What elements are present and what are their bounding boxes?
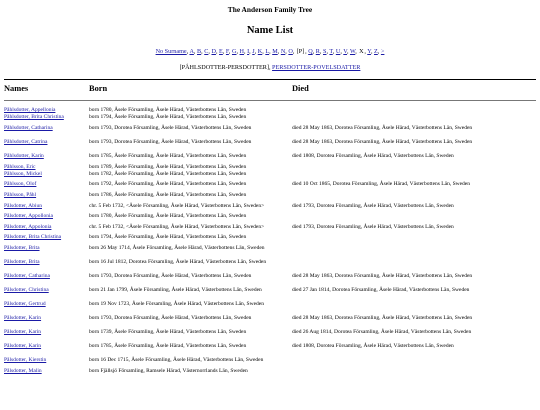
table-row — [4, 255, 536, 269]
table-row — [4, 213, 536, 220]
table-row — [4, 241, 536, 255]
alphabet-link[interactable]: I — [247, 48, 250, 55]
born-cell: born 1780, Åsele Församling, Åsele Härad, Västerbottens Län, Sweden — [89, 107, 247, 114]
alphabet-link[interactable]: Z — [374, 48, 378, 55]
alphabet-link[interactable]: V — [343, 48, 347, 55]
died-column-header: Died — [292, 84, 309, 93]
born-cell: born 1785, Åsele Församling, Åsele Härad, Västerbottens Län, Sweden — [89, 343, 247, 350]
died-cell: died 28 May 1863, Dorotea Församling, Åsele Härad, Västerbottens Län, Sweden — [292, 273, 473, 280]
name-cell — [4, 199, 89, 213]
table-row — [4, 114, 536, 121]
name-cell — [4, 220, 89, 234]
table-row — [4, 149, 536, 163]
born-cell: born 1785, Åsele Församling, Åsele Härad, Västerbottens Län, Sweden — [89, 153, 247, 160]
name-cell — [4, 255, 89, 269]
born-cell: born 1793, Dorotea Församling, Åsele Härad, Västerbottens Län, Sweden — [89, 125, 252, 132]
person-link[interactable]: Påhlsdotter, Catharina — [4, 125, 53, 132]
person-link[interactable]: Pålsdotter, Kierstin — [4, 357, 47, 364]
table-row — [4, 367, 536, 374]
born-cell: born 1792, Åsele Församling, Åsele Härad, Västerbottens Län, Sweden — [89, 181, 247, 188]
born-cell: born 1789, Åsele Församling, Åsele Härad, Västerbottens Län, Sweden — [89, 163, 247, 170]
person-link[interactable]: Påhlsdotter, Appellonia — [4, 107, 56, 114]
died-cell: died 1808, Dorotea Församling, Åsele Härad, Västerbottens Län, Sweden — [292, 343, 454, 350]
table-row — [4, 171, 536, 178]
born-cell: born 21 Jan 1799, Åsele Församling, Åsele Härad, Västerbottens Län, Sweden — [89, 287, 262, 294]
died-cell — [292, 114, 536, 121]
born-cell: born 16 Dec 1715, Åsele Församling, Åsele Härad, Västerbottens Län, Sweden — [89, 357, 264, 364]
name-cell — [4, 311, 89, 325]
born-cell: born 1793, Dorotea Församling, Åsele Härad, Västerbottens Län, Sweden — [89, 315, 252, 322]
name-cell — [4, 325, 89, 339]
born-cell: born 1793, Dorotea Församling, Åsele Härad, Västerbottens Län, Sweden — [89, 273, 252, 280]
person-link[interactable]: Pålsdotter, Brita — [4, 259, 40, 266]
person-link[interactable]: Pålsdotter, Brita — [4, 245, 40, 252]
alphabet-link[interactable]: B — [197, 48, 202, 55]
person-link[interactable]: Pålsdotter, Karin — [4, 343, 42, 350]
table-row — [4, 121, 536, 135]
died-cell — [292, 234, 536, 241]
died-cell — [292, 241, 536, 255]
alphabet-link[interactable]: > — [380, 48, 385, 55]
table-row — [4, 163, 536, 170]
name-cell — [4, 135, 89, 149]
born-cell: born 16 Jul 1812, Dorotea Församling, Åsele Härad, Västerbottens Län, Sweden — [89, 259, 267, 266]
person-link[interactable]: Pålsdotter, Appollonia — [4, 213, 53, 220]
name-cell — [4, 178, 89, 192]
died-cell — [292, 171, 536, 178]
died-cell: died 10 Oct 1865, Dorotea Församling, Åsele Härad, Västerbottens Län, Sweden — [292, 181, 470, 188]
name-cell — [4, 121, 89, 135]
current-range: [PÅHLSDOTTER-PERSDOTTER], — [179, 64, 271, 71]
alphabet-link[interactable]: No Surname — [155, 48, 187, 55]
person-link[interactable]: Pålsdotter, Karin — [4, 315, 42, 322]
alphabet-link[interactable]: G — [231, 48, 237, 55]
born-cell: chr. 5 Feb 1732, <Åsele Församling, Åsele Härad, Västerbottens Län, Sweden> — [89, 202, 265, 209]
alphabet-link[interactable]: T — [329, 48, 333, 55]
died-cell: died 1808, Dorotea Församling, Åsele Härad, Västerbottens Län, Sweden — [292, 153, 454, 160]
person-link[interactable]: Påhlsdotter, Catrina — [4, 139, 48, 146]
table-row — [4, 220, 536, 234]
alphabet-link[interactable]: S — [322, 48, 327, 55]
name-cell — [4, 283, 89, 297]
alphabet-link[interactable]: R — [315, 48, 320, 55]
alphabet-link[interactable]: D — [211, 48, 216, 55]
born-cell: born 26 May 1714, Åsele Församling, Åsele Härad, Västerbottens Län, Sweden — [89, 245, 265, 252]
page-title: Name List — [246, 25, 294, 36]
person-link[interactable]: Påhlsdotter, Brita Christina — [4, 114, 64, 121]
died-cell — [292, 255, 536, 269]
person-link[interactable]: Påhlsson, Olof — [4, 181, 37, 188]
died-cell — [292, 353, 536, 367]
person-link[interactable]: Pålsdotter, Malin — [4, 367, 42, 374]
person-link[interactable]: Pålsdotter, Catharina — [4, 273, 50, 280]
alphabet-link[interactable]: W — [349, 48, 356, 55]
person-link[interactable]: Påhlsson, Eric — [4, 163, 36, 170]
table-header-row — [4, 84, 536, 101]
name-cell — [4, 149, 89, 163]
died-cell — [292, 213, 536, 220]
header-divider — [4, 79, 536, 80]
died-cell: died 27 Jan 1814, Dorotea Församling, Åsele Härad, Västerbottens Län, Sweden — [292, 287, 470, 294]
table-row — [4, 269, 536, 283]
name-cell — [4, 353, 89, 367]
next-range-link[interactable]: PERSDOTTER-POVELSDATTER — [272, 64, 361, 71]
born-column-header: Born — [89, 84, 108, 93]
table-row — [4, 135, 536, 149]
born-cell: born 19 Nov 1723, Åsele Församling, Åsele Härad, Västerbottens Län, Sweden — [89, 301, 264, 308]
alphabet-link[interactable]: A — [189, 48, 194, 55]
table-row — [4, 234, 536, 241]
born-cell: born 1786, Åsele Församling, Åsele Härad, Västerbottens Län, Sweden — [89, 192, 247, 199]
name-list-table — [4, 84, 536, 375]
alphabet-link[interactable]: H — [239, 48, 244, 55]
born-cell: chr. 5 Feb 1732, <Åsele Församling, Åsele Härad, Västerbottens Län, Sweden> — [89, 223, 265, 230]
table-row — [4, 353, 536, 367]
name-cell — [4, 339, 89, 353]
died-cell — [292, 192, 536, 199]
born-cell: born 1739, Åsele Församling, Åsele Härad, Västerbottens Län, Sweden — [89, 329, 247, 336]
table-row — [4, 339, 536, 353]
alphabet-link[interactable]: Q — [308, 48, 313, 55]
alphabet-link: [P] — [296, 48, 305, 55]
person-link[interactable]: Pålsdotter, Abiun — [4, 202, 42, 209]
table-row — [4, 178, 536, 192]
alphabet-link[interactable]: E — [219, 48, 223, 55]
site-title: The Anderson Family Tree — [227, 5, 313, 14]
died-cell: died 28 May 1863, Dorotea Församling, Åsele Härad, Västerbottens Län, Sweden — [292, 139, 473, 146]
alphabet-link[interactable]: M — [272, 48, 278, 55]
alphabet-link: X — [359, 48, 364, 55]
name-cell — [4, 163, 89, 170]
name-cell — [4, 192, 89, 199]
name-list-body — [4, 107, 536, 375]
died-cell: died 1793, Dorotea Församling, Åsele Härad, Västerbottens Län, Sweden — [292, 223, 454, 230]
table-row — [4, 297, 536, 311]
alphabet-link[interactable]: U — [335, 48, 341, 55]
name-cell — [4, 297, 89, 311]
born-cell: born 1782, Åsele Församling, Åsele Härad, Västerbottens Län, Sweden — [89, 170, 247, 177]
table-row — [4, 192, 536, 199]
table-row — [4, 199, 536, 213]
person-link[interactable]: Påhlsson, Påhl — [4, 192, 37, 199]
born-cell: born 1780, Åsele Församling, Åsele Härad, Västerbottens Län, Sweden — [89, 213, 247, 220]
died-cell: died 26 Aug 1814, Dorotea Församling, Åsele Härad, Västerbottens Län, Sweden — [292, 329, 472, 336]
alphabet-link[interactable]: C — [204, 48, 209, 55]
person-link[interactable]: Pålsdotter, Appolonia — [4, 223, 52, 230]
person-link[interactable]: Pålsdotter, Christina — [4, 287, 49, 294]
table-row — [4, 107, 536, 114]
name-cell — [4, 241, 89, 255]
alphabet-link[interactable]: O — [288, 48, 293, 55]
table-row — [4, 325, 536, 339]
died-cell — [292, 163, 536, 170]
person-link[interactable]: Pålsdotter, Brita Christina — [4, 234, 62, 241]
alphabet-index: No Surname, A, B, C, D, E, F, G, H, I, J, K, L, M, N, O, [P], Q, R, S, T, U, V, W, X, Y, Z, > — [155, 48, 385, 55]
alphabet-link[interactable]: F — [225, 48, 229, 55]
born-cell: born 1794, Åsele Församling, Åsele Härad, Västerbottens Län, Sweden — [89, 114, 247, 121]
person-link[interactable]: Pålsdotter, Gertrud — [4, 301, 46, 308]
name-cell — [4, 367, 89, 374]
name-cell — [4, 114, 89, 121]
name-cell — [4, 171, 89, 178]
person-link[interactable]: Påhlsdotter, Karin — [4, 153, 44, 160]
range-nav — [0, 64, 540, 71]
died-cell — [292, 107, 536, 114]
alphabet-link[interactable]: J — [252, 48, 255, 55]
names-column-header: Names — [4, 84, 29, 93]
died-cell: died 28 May 1863, Dorotea Församling, Åsele Härad, Västerbottens Län, Sweden — [292, 315, 473, 322]
table-row — [4, 311, 536, 325]
alphabet-link[interactable]: Y — [367, 48, 371, 55]
alphabet-link[interactable]: K — [257, 48, 263, 55]
died-cell — [292, 367, 536, 374]
person-link[interactable]: Pålsdotter, Karin — [4, 329, 42, 336]
died-cell: died 1793, Dorotea Församling, Åsele Härad, Västerbottens Län, Sweden — [292, 202, 454, 209]
born-cell: born 1794, Åsele Församling, Åsele Härad, Västerbottens Län, Sweden — [89, 234, 247, 241]
died-cell — [292, 297, 536, 311]
died-cell: died 28 May 1863, Dorotea Församling, Åsele Härad, Västerbottens Län, Sweden — [292, 125, 473, 132]
name-cell — [4, 234, 89, 241]
born-cell: born 1793, Dorotea Församling, Åsele Härad, Västerbottens Län, Sweden — [89, 139, 252, 146]
alphabet-link[interactable]: L — [265, 48, 270, 55]
table-row — [4, 283, 536, 297]
name-cell — [4, 213, 89, 220]
alphabet-link[interactable]: N — [280, 48, 286, 55]
person-link[interactable]: Påhlsson, Mickel — [4, 170, 42, 177]
born-cell: born Fjällsjö Församling, Ramsele Härad, Västernorrlands Län, Sweden — [89, 367, 248, 374]
name-cell — [4, 269, 89, 283]
